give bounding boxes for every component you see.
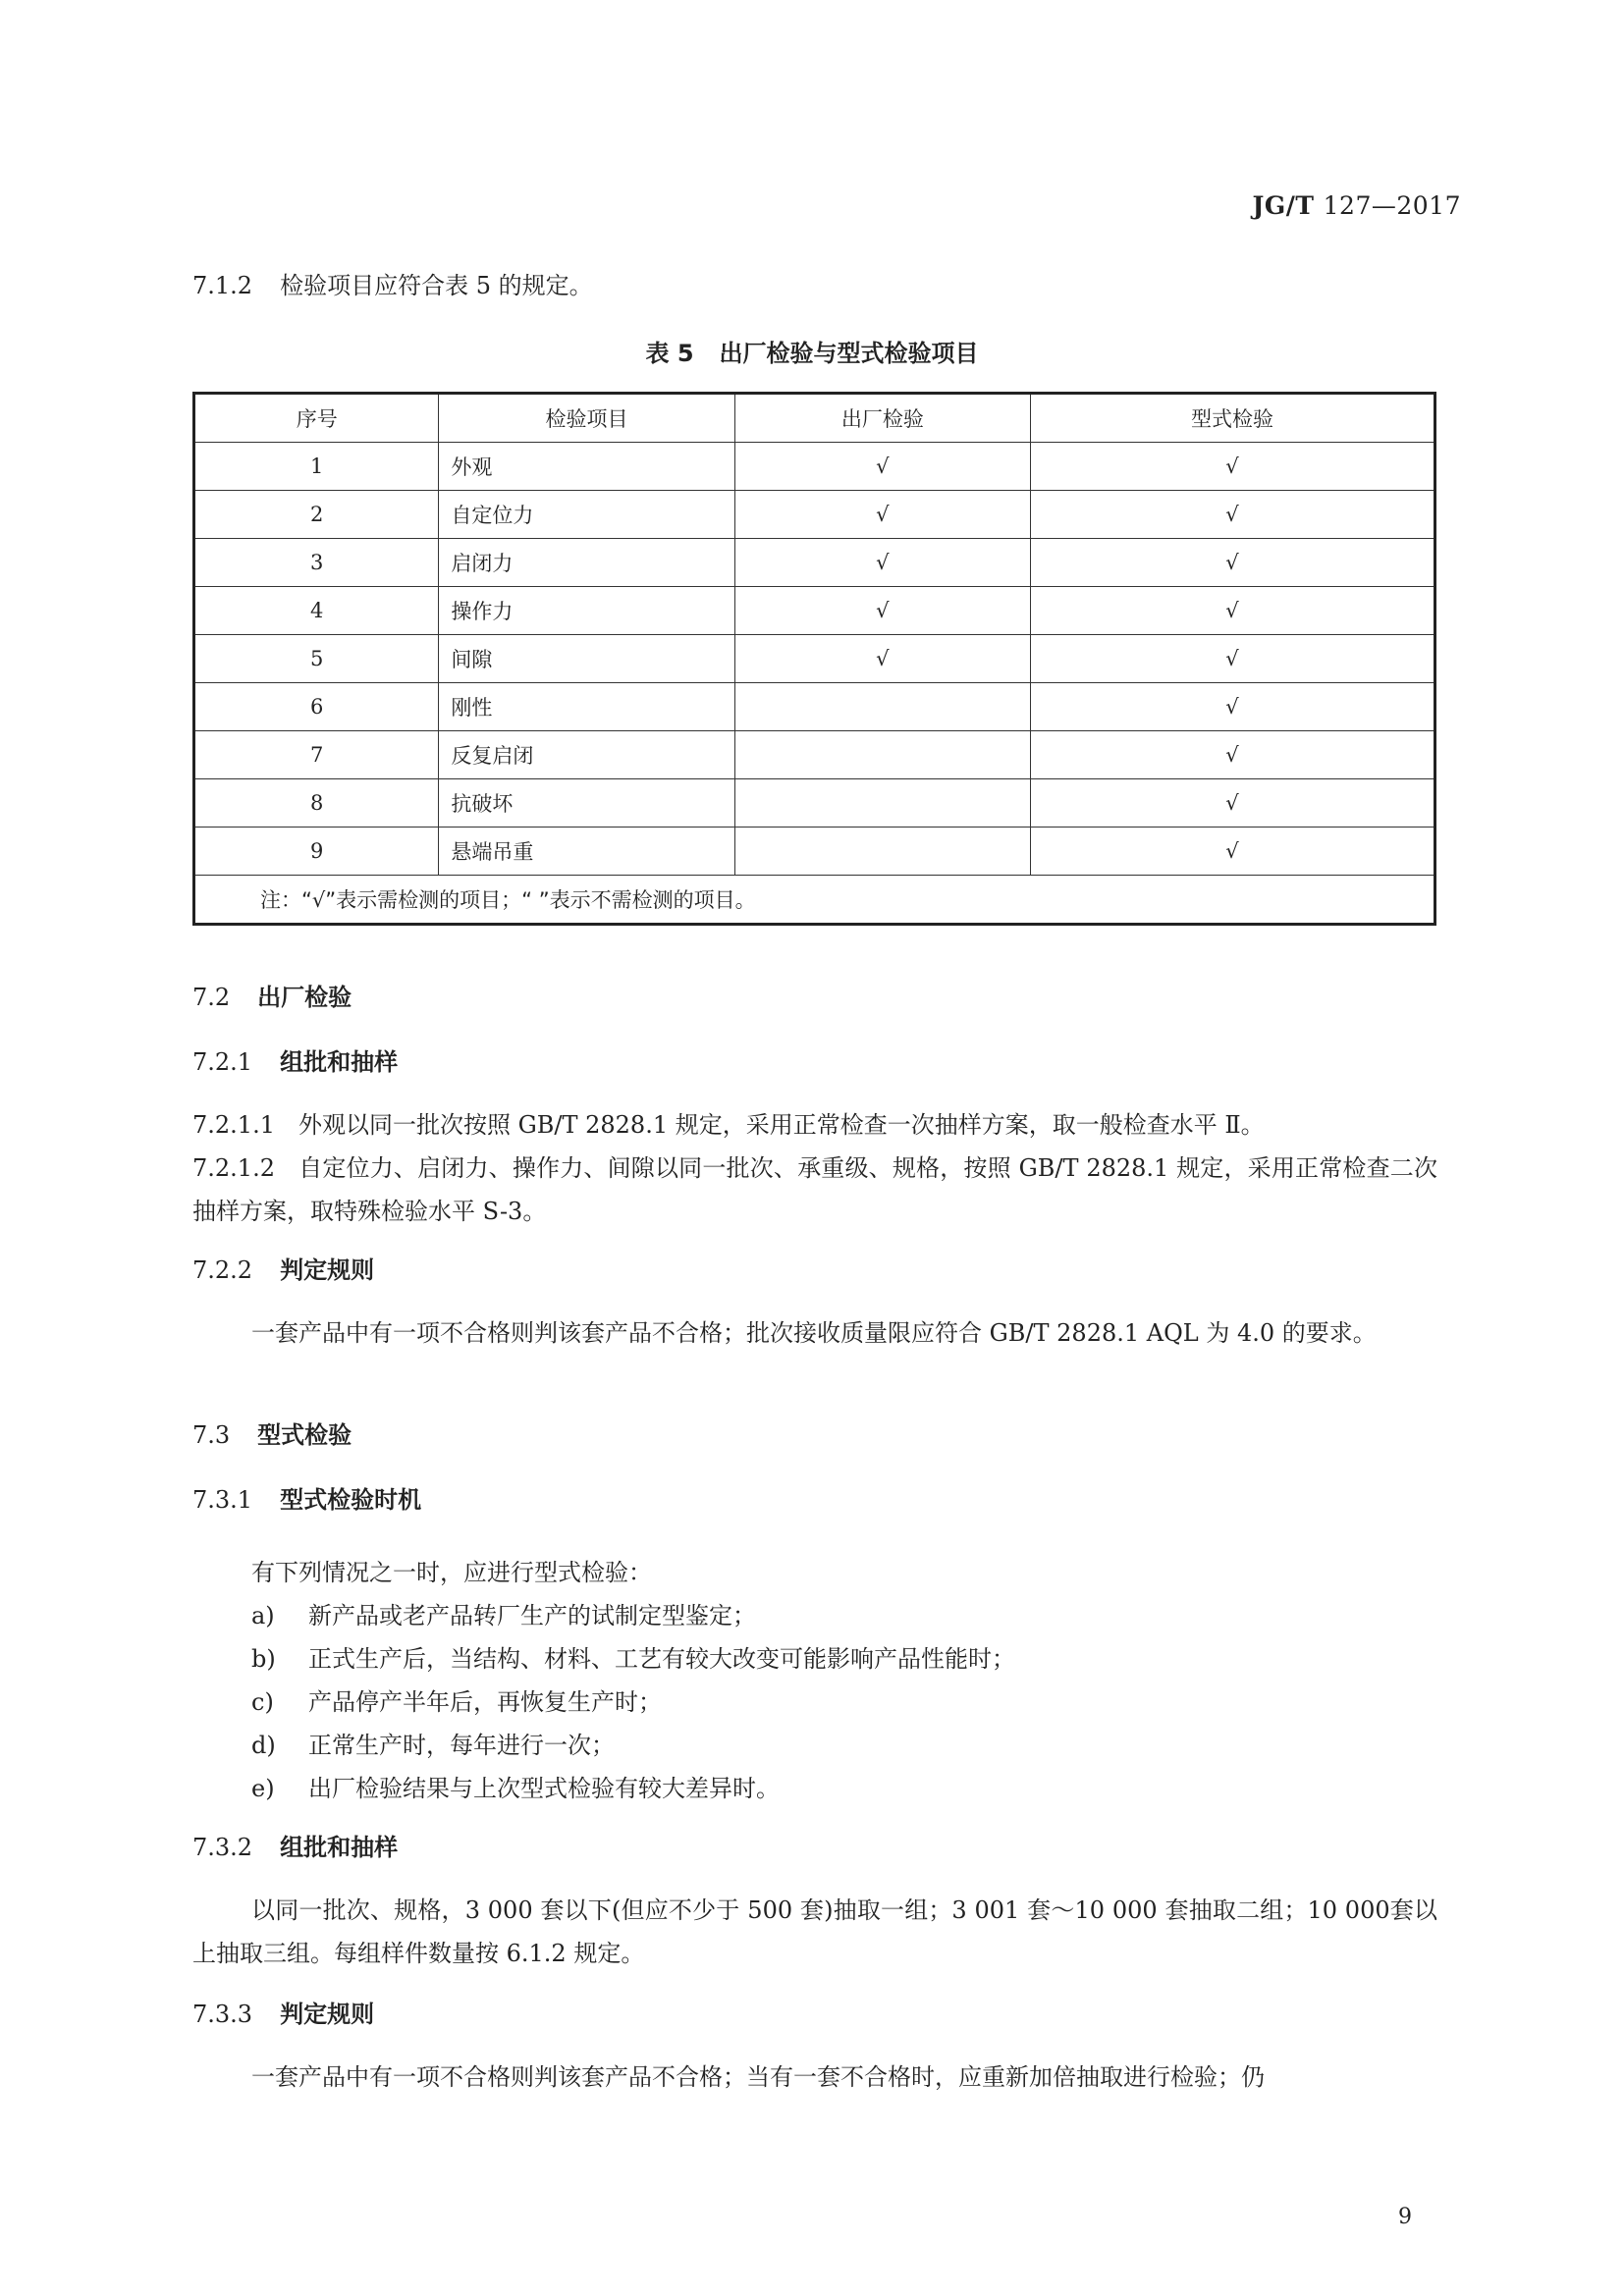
inspection-items-table	[192, 392, 1436, 926]
header-type: 型式检验	[1030, 394, 1435, 443]
row-type-check: √	[1030, 828, 1435, 876]
table-note: 注：“√”表示需检测的项目；“ ”表示不需检测的项目。	[194, 876, 1435, 925]
list-text: 新产品或老产品转厂生产的试制定型鉴定；	[308, 1602, 756, 1629]
paragraph-text: 自定位力、启闭力、操作力、间隙以同一批次、承重级、规格，按照 GB/T 2828.1 规定，采用正常检查二次抽样方案，取特殊检验水平 S-3。	[192, 1154, 1437, 1225]
clause-7-1-2	[192, 274, 593, 297]
section-title: 出厂检验	[257, 984, 352, 1011]
page-number: 9	[1398, 2205, 1412, 2229]
section-number: 7.2.1	[192, 1048, 253, 1076]
row-seq: 6	[194, 683, 439, 731]
row-item: 抗破坏	[439, 779, 734, 828]
standard-code	[1253, 191, 1461, 220]
section-number: 7.2.2	[192, 1256, 253, 1284]
table-caption-title: 出厂检验与型式检验项目	[719, 340, 979, 367]
row-item: 自定位力	[439, 491, 734, 539]
section-number: 7.3	[192, 1421, 231, 1449]
list-item	[251, 1596, 756, 1630]
table-row	[194, 587, 1435, 635]
section-7-2-1	[192, 1050, 398, 1074]
header-factory: 出厂检验	[734, 394, 1030, 443]
list-text: 正式生产后，当结构、材料、工艺有较大改变可能影响产品性能时；	[308, 1645, 1015, 1673]
section-7-3-2	[192, 1836, 398, 1859]
paragraph-text: 一套产品中有一项不合格则判该套产品不合格；批次接收质量限应符合 GB/T 2828.1 AQL 为 4.0 的要求。	[251, 1319, 1377, 1347]
row-seq: 3	[194, 539, 439, 587]
paragraph-number: 7.2.1.1	[192, 1111, 275, 1139]
list-item	[251, 1726, 615, 1760]
paragraph-7-2-1-1	[192, 1103, 1437, 1147]
list-text: 出厂检验结果与上次型式检验有较大差异时。	[308, 1775, 780, 1802]
list-marker: d)	[251, 1732, 276, 1759]
section-number: 7.3.3	[192, 2001, 253, 2028]
header-item: 检验项目	[439, 394, 734, 443]
row-type-check: √	[1030, 539, 1435, 587]
section-title: 型式检验时机	[280, 1486, 422, 1514]
section-title: 型式检验	[257, 1421, 352, 1449]
paragraph-text: 以同一批次、规格，3 000 套以下(但应不少于 500 套)抽取一组；3 001 套～10 000 套抽取二组；10 000套以上抽取三组。每组样件数量按 6.1.2 规定。	[192, 1896, 1437, 1967]
row-seq: 7	[194, 731, 439, 779]
row-type-check: √	[1030, 635, 1435, 683]
row-factory-check: √	[734, 635, 1030, 683]
standard-number: 127—2017	[1323, 191, 1461, 220]
row-seq: 2	[194, 491, 439, 539]
paragraph-text: 一套产品中有一项不合格则判该套产品不合格；当有一套不合格时，应重新加倍抽取进行检验；仍	[251, 2063, 1265, 2091]
row-item: 操作力	[439, 587, 734, 635]
table-row	[194, 539, 1435, 587]
row-factory-check: √	[734, 443, 1030, 491]
list-item	[251, 1682, 662, 1717]
list-marker: e)	[251, 1775, 275, 1802]
row-item: 启闭力	[439, 539, 734, 587]
table-row	[194, 443, 1435, 491]
row-factory-check	[734, 683, 1030, 731]
row-factory-check: √	[734, 539, 1030, 587]
list-marker: c)	[251, 1688, 274, 1716]
list-item	[251, 1639, 1015, 1674]
section-7-2	[192, 986, 352, 1009]
table-row	[194, 635, 1435, 683]
row-type-check: √	[1030, 683, 1435, 731]
row-type-check: √	[1030, 443, 1435, 491]
section-number: 7.2	[192, 984, 231, 1011]
row-item: 反复启闭	[439, 731, 734, 779]
row-seq: 1	[194, 443, 439, 491]
row-factory-check	[734, 828, 1030, 876]
section-title: 判定规则	[280, 2001, 375, 2028]
row-item: 间隙	[439, 635, 734, 683]
row-seq: 9	[194, 828, 439, 876]
section-7-3-1	[192, 1488, 421, 1512]
row-type-check: √	[1030, 587, 1435, 635]
section-title: 组批和抽样	[280, 1834, 399, 1861]
section-7-3	[192, 1423, 352, 1447]
section-7-3-3	[192, 2002, 374, 2026]
row-type-check: √	[1030, 731, 1435, 779]
list-marker: a)	[251, 1602, 275, 1629]
section-number: 7.3.2	[192, 1834, 253, 1861]
header-seq: 序号	[194, 394, 439, 443]
section-7-2-2	[192, 1258, 374, 1282]
table-caption-number: 表 5	[645, 340, 694, 367]
table-row	[194, 779, 1435, 828]
paragraph-text: 外观以同一批次按照 GB/T 2828.1 规定，采用正常检查一次抽样方案，取一般检查水平 Ⅱ。	[298, 1111, 1265, 1139]
row-type-check: √	[1030, 491, 1435, 539]
table-row	[194, 828, 1435, 876]
row-factory-check	[734, 779, 1030, 828]
list-text: 产品停产半年后，再恢复生产时；	[308, 1688, 662, 1716]
paragraph-7-3-3	[192, 2056, 1437, 2099]
row-item: 悬端吊重	[439, 828, 734, 876]
paragraph-7-2-2	[192, 1311, 1437, 1355]
paragraph-7-3-2	[192, 1889, 1437, 1975]
table-row	[194, 731, 1435, 779]
section-title: 判定规则	[280, 1256, 375, 1284]
row-seq: 8	[194, 779, 439, 828]
row-seq: 5	[194, 635, 439, 683]
section-title: 组批和抽样	[280, 1048, 399, 1076]
row-item: 外观	[439, 443, 734, 491]
table-caption	[0, 334, 1624, 368]
row-factory-check	[734, 731, 1030, 779]
row-factory-check: √	[734, 491, 1030, 539]
section-number: 7.3.1	[192, 1486, 253, 1514]
table-note-row	[194, 876, 1435, 925]
paragraph-text: 有下列情况之一时，应进行型式检验：	[251, 1559, 652, 1586]
table-header-row	[194, 394, 1435, 443]
list-item	[251, 1769, 780, 1803]
clause-number: 7.1.2	[192, 272, 253, 299]
row-type-check: √	[1030, 779, 1435, 828]
clause-text: 检验项目应符合表 5 的规定。	[280, 272, 593, 299]
paragraph-7-3-1-intro	[251, 1553, 652, 1587]
row-seq: 4	[194, 587, 439, 635]
paragraph-7-2-1-2	[192, 1147, 1437, 1233]
paragraph-number: 7.2.1.2	[192, 1154, 275, 1182]
list-text: 正常生产时，每年进行一次；	[308, 1732, 615, 1759]
table-row	[194, 491, 1435, 539]
list-marker: b)	[251, 1645, 276, 1673]
table-row	[194, 683, 1435, 731]
row-factory-check: √	[734, 587, 1030, 635]
standard-prefix: JG/T	[1252, 191, 1315, 220]
row-item: 刚性	[439, 683, 734, 731]
